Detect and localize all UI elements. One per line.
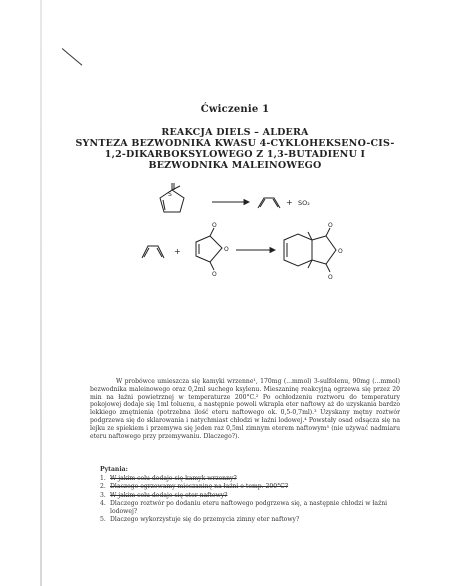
oxygen-label-1: O: [212, 222, 217, 229]
reaction-arrow-1: [212, 200, 249, 205]
oxygen-label-5: O: [338, 248, 343, 255]
reaction-scheme: [0, 178, 470, 298]
oxygen-label-6: O: [328, 274, 333, 281]
question-number: 5.: [100, 516, 106, 524]
oxygen-label-3: O: [212, 271, 217, 278]
so2-label: SO₂: [298, 199, 310, 207]
sulfur-symbol: S: [168, 191, 172, 198]
question-item: [100, 483, 400, 491]
pen-mark: [62, 48, 83, 66]
heading-line-3: 1,2-DIKARBOKSYLOWEGO Z 1,3-BUTADIENU I: [104, 149, 366, 160]
maleic-anhydride-structure: [196, 228, 222, 270]
exercise-title: Ćwiczenie 1: [200, 104, 270, 115]
question-text: Dlaczego ogrzewamy mieszaninę na łaźni o temp. 200°C?: [110, 483, 289, 491]
question-text: Dlaczego wykorzystuje się do przemycia zimny eter naftowy?: [110, 516, 300, 524]
procedure-text: [90, 378, 400, 440]
question-number: 3.: [100, 491, 106, 499]
question-text: W jakim celu dodaje się eter naftowy?: [110, 491, 228, 499]
heading-line-1: REAKCJA DIELS – ALDERA: [161, 127, 309, 138]
question-number: 1.: [100, 475, 106, 483]
question-item: [100, 500, 400, 516]
procedure-paragraph: W probówce umieszcza się kamyki wrzenne¹, 170mg (...mmol) 3-sulfolenu, 90mg (...mmol) bezwodnika maleinowego oraz 0,2ml suchego ksylenu. Mieszaninę reakcyjną ogrzewa się przez 20 min na łaźni powietrznej w temperaturze 200°C.² Po ochłodzeniu roztworu do temperatury pokojowej dodaje się 1ml toluenu, a następnie powoli wkrapla eter naftowy aż do uzyskania bardzo lekkiego zmętnienia (potrzebna ilość eteru naftowego ok. 0,5-0,7ml).³ Uzyskany mętny roztwór podgrzewa się do sklarowania i natychmiast chłodzi w łaźni lodowej.⁴ Powstały osad odsącza się na lejku ze spiekiem i przemywa się jeden raz 0,5ml zimnym eterem naftowym⁵ (nie używać nadmiaru eteru naftowego przy przemywaniu. Dlaczego?).: [90, 378, 400, 440]
questions-section: [100, 466, 400, 524]
heading-line-4: BEZWODNIKA MALEINOWEGO: [148, 160, 322, 171]
question-number: 2.: [100, 483, 106, 491]
plus-sign-1: +: [286, 198, 293, 207]
butadiene-product: [258, 198, 280, 208]
question-item: [100, 516, 400, 524]
plus-sign-2: +: [174, 247, 181, 256]
question-item: [100, 492, 400, 500]
butadiene-reactant: [142, 246, 164, 258]
oxygen-label-4: O: [328, 222, 333, 229]
question-text: Dlaczego roztwór po dodaniu eteru naftowego podgrzewa się, a następnie chłodzi w łaźni lodowej?: [110, 499, 388, 516]
heading-line-2: SYNTEZA BEZWODNIKA KWASU 4-CYKLOHEKSENO-CIS-: [75, 138, 395, 149]
questions-heading: Pytania:: [100, 466, 128, 473]
sulfolene-structure: [160, 183, 184, 212]
question-text: W jakim celu dodaje się kamyk wrzenny?: [110, 475, 237, 483]
question-number: 4.: [100, 499, 106, 507]
reaction-arrow-2: [236, 248, 275, 253]
anhydride-product-structure: [284, 228, 336, 272]
question-item: [100, 475, 400, 483]
oxygen-label-2: O: [224, 246, 229, 253]
